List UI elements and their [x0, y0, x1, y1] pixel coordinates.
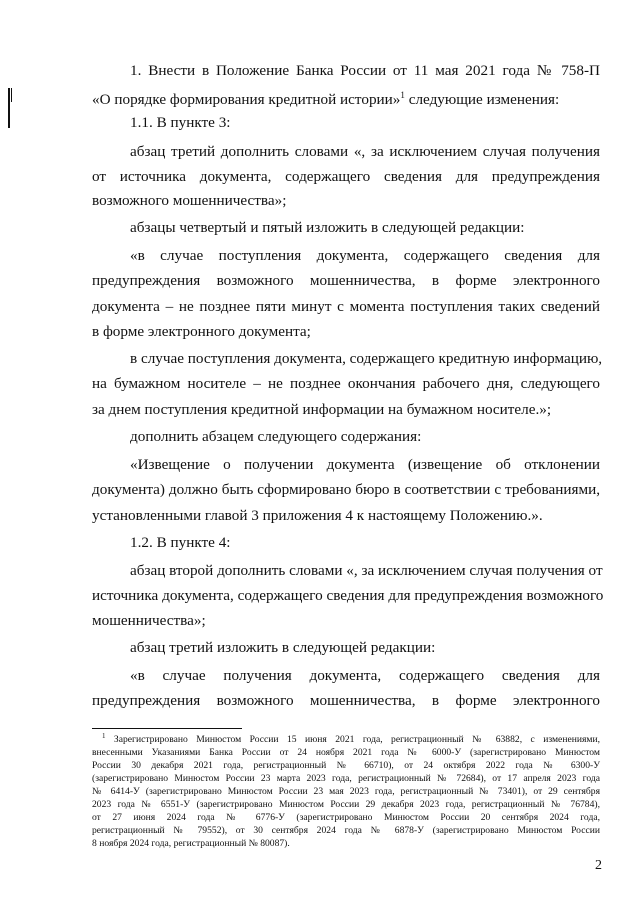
body-line: 1.1. В пункте 3:: [130, 114, 231, 131]
body-line: [92, 91, 600, 109]
footnote-line: от 27 июня 2024 года № 6776-У (зарегистрировано Минюстом России 20 сентября 2024 года,: [92, 812, 600, 823]
body-line: документа – не позднее пяти минут с момента поступления таких сведений: [92, 298, 600, 315]
body-line: 1. Внести в Положение Банка России от 11 мая 2021 года № 758-П: [130, 62, 600, 79]
body-line: 1.2. В пункте 4:: [130, 534, 231, 551]
margin-change-bar: [8, 88, 10, 128]
body-line: «в случае поступления документа, содержащего сведения для: [130, 247, 600, 264]
margin-change-bar-secondary: [11, 88, 12, 102]
body-line: абзац второй дополнить словами «, за исключением случая получения от: [130, 562, 603, 579]
footnote-line: регистрационный № 79552), от 30 сентября 2024 года № 6878-У (зарегистрировано Минюстом России: [92, 825, 600, 836]
footnote-reference: 1: [400, 89, 405, 100]
page-number: 2: [595, 858, 602, 873]
body-line: на бумажном носителе – не позднее окончания рабочего дня, следующего: [92, 375, 600, 392]
footnote-line: внесенными Указаниями Банка России от 24 ноября 2021 года № 6000-У (зарегистрировано Минюстом: [92, 747, 600, 758]
footnote-line: № 6414-У (зарегистрировано Минюстом России 23 мая 2023 года, регистрационный № 73401), от 29 сентября: [92, 786, 600, 797]
body-line: «Извещение о получении документа (извещение об отклонении: [130, 456, 600, 473]
footnote-line: России 30 декабря 2021 года, регистрационный № 66710), от 24 октября 2022 года № 6300-У: [92, 760, 600, 771]
body-line: предупреждения возможного мошенничества, в форме электронного: [92, 272, 600, 289]
body-line: дополнить абзацем следующего содержания:: [130, 428, 422, 445]
footnote-line-text: Зарегистрировано Минюстом России 15 июня 2021 года, регистрационный № 63882, с изменениями,: [105, 734, 600, 745]
body-line: установленными главой 3 приложения 4 к настоящему Положению.».: [92, 507, 543, 524]
body-line: абзац третий дополнить словами «, за исключением случая получения: [130, 143, 600, 160]
body-line: абзац третий изложить в следующей редакции:: [130, 639, 436, 656]
footnote-line: 8 ноября 2024 года, регистрационный № 80087).: [92, 838, 290, 849]
footnote-line: 2023 года № 6551-У (зарегистрировано Минюстом России 29 декабря 2023 года, регистрационный № 76784),: [92, 799, 600, 810]
footnote-number: 1: [102, 731, 106, 740]
body-line: от источника документа, содержащего сведения для предупреждения: [92, 168, 600, 185]
body-line-text: «О порядке формирования кредитной истории»: [92, 91, 401, 108]
body-line: источника документа, содержащего сведения для предупреждения возможного: [92, 587, 604, 604]
body-line: предупреждения возможного мошенничества, в форме электронного: [92, 692, 600, 709]
footnote-line: (зарегистрировано Минюстом России 23 марта 2023 года, регистрационный № 72684), от 17 апреля 2023 года: [92, 773, 600, 784]
body-line: за днем поступления кредитной информации на бумажном носителе.»;: [92, 401, 552, 418]
footnote-separator: [92, 728, 242, 729]
body-line: документа) должно быть сформировано бюро в соответствии с требованиями,: [92, 481, 600, 498]
body-line: возможного мошенничества»;: [92, 192, 287, 209]
body-line: в случае поступления документа, содержащего кредитную информацию,: [130, 350, 603, 367]
body-line: абзацы четвертый и пятый изложить в следующей редакции:: [130, 219, 525, 236]
body-line-text: следующие изменения:: [404, 91, 560, 108]
body-line: «в случае получения документа, содержащего сведения для: [130, 667, 600, 684]
footnote-line: [102, 731, 600, 747]
body-line: мошенничества»;: [92, 612, 206, 629]
body-line: в форме электронного документа;: [92, 323, 311, 340]
